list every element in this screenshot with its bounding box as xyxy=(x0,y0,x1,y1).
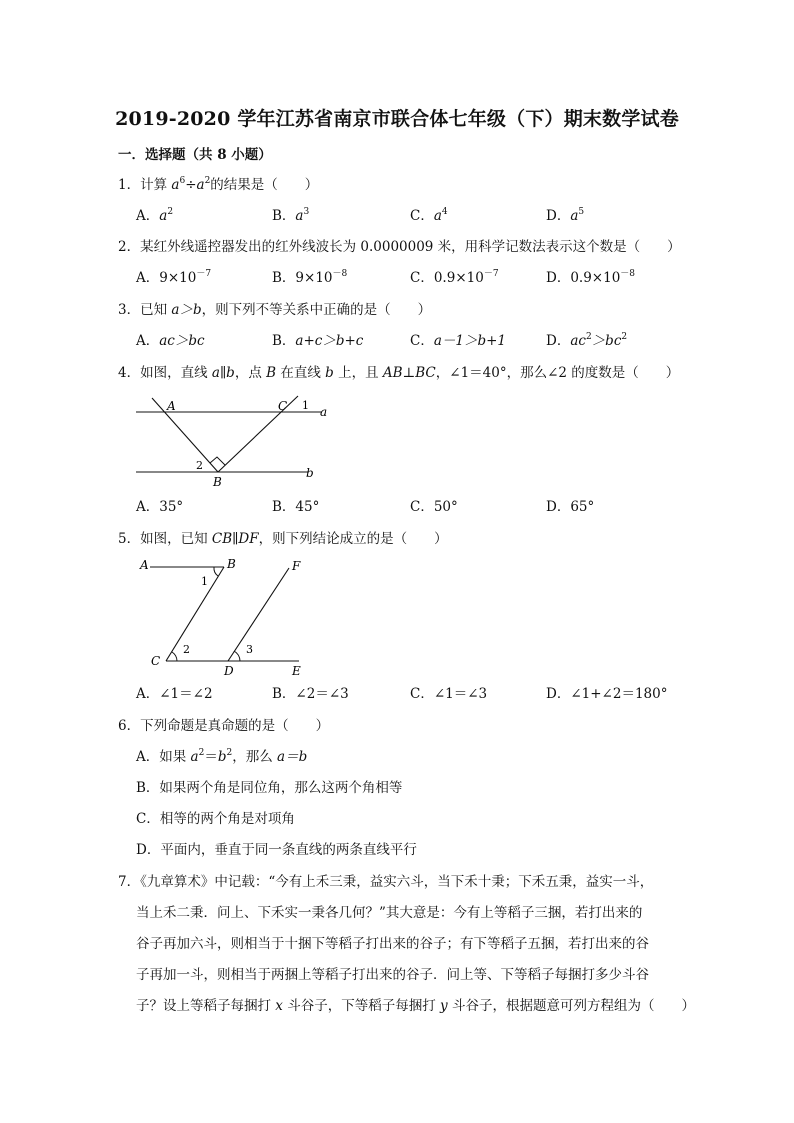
q5-option-b[interactable] xyxy=(272,685,349,703)
option-text: 45° xyxy=(295,499,320,515)
q4-point-b: B xyxy=(266,365,277,381)
q4-option-c[interactable] xyxy=(410,498,458,516)
q5-option-c[interactable] xyxy=(410,685,487,703)
q4-right-angle-mark xyxy=(210,457,225,465)
option-exp: －7 xyxy=(483,269,499,279)
option-label: C． xyxy=(410,270,434,286)
q4-stem-part: 4．如图，直线 xyxy=(118,365,212,381)
q5-label-e-point: E xyxy=(292,664,301,678)
option-mantissa: 0.9×10 xyxy=(433,270,484,286)
q4-label-c-point: C xyxy=(278,399,288,413)
q5-parallel: CB∥DF xyxy=(211,531,259,547)
option-equals: ＝ xyxy=(204,749,218,765)
q4-label-a-point: A xyxy=(167,399,176,413)
option-mantissa: 9×10 xyxy=(159,270,197,286)
question-7-line-5 xyxy=(136,997,695,1015)
option-text: ∠2＝∠3 xyxy=(295,686,349,702)
q4-stem-part: 上，且 xyxy=(333,365,383,381)
question-4-stem xyxy=(118,364,679,382)
q1-divide: ÷ xyxy=(185,177,197,193)
question-7-line-2: 当上禾二秉．问上、下禾实一秉各几何？”其大意是：今有上等稻子三捆，若打出来的 xyxy=(136,905,643,921)
page-title: 2019-2020 学年江苏省南京市联合体七年级（下）期末数学试卷 xyxy=(115,108,679,130)
q2-option-d[interactable] xyxy=(546,269,635,287)
q1-base-2: a xyxy=(196,177,205,193)
option-base: a xyxy=(295,208,304,224)
q5-angle-2-label: 2 xyxy=(183,643,190,656)
option-exp-2: 2 xyxy=(226,748,233,758)
q5-angle-3-arc xyxy=(234,651,240,661)
option-text: ∠1+∠2＝180° xyxy=(570,686,668,702)
option-label: B． xyxy=(272,208,296,224)
option-label: C． xyxy=(410,333,434,349)
option-exp-2: 2 xyxy=(621,332,628,342)
q5-segment-df xyxy=(228,568,289,661)
question-1-stem xyxy=(118,176,318,194)
q5-label-f-point: F xyxy=(292,559,301,573)
q4-option-b[interactable] xyxy=(272,498,319,516)
q6-option-d[interactable]: D．平面内，垂直于同一条直线的两条直线平行 xyxy=(136,842,417,858)
option-label: A． xyxy=(136,270,160,286)
option-exp: 2 xyxy=(167,207,174,217)
option-exp: 5 xyxy=(578,207,585,217)
option-text: 65° xyxy=(570,499,595,515)
q4-segment-ab xyxy=(152,398,218,472)
q4-angle-2-label: 2 xyxy=(196,459,203,472)
q4-parallel: a∥b xyxy=(211,365,235,381)
option-var-b: b xyxy=(217,749,227,765)
option-label: B． xyxy=(272,333,296,349)
q5-label-d-point: D xyxy=(224,664,234,678)
q7-var-x: x xyxy=(275,998,283,1014)
q4-stem-part: ，点 xyxy=(234,365,267,381)
q5-label-a-point: A xyxy=(140,558,149,572)
q5-angle-3-label: 3 xyxy=(246,643,253,656)
option-var-a: a xyxy=(190,749,199,765)
option-label: B． xyxy=(272,686,296,702)
q4-figure xyxy=(130,390,340,490)
option-label: A． xyxy=(136,686,160,702)
option-text: 35° xyxy=(159,499,184,515)
q4-angle-1-label: 1 xyxy=(302,399,309,412)
question-7-line-4: 子再加一斗，则相当于两捆上等稻子打出来的谷子．问上等、下等稻子每捆打多少斗谷 xyxy=(136,967,649,983)
q5-label-b-point: B xyxy=(227,557,236,571)
q5-angle-1-label: 1 xyxy=(201,575,208,588)
question-7-line-3: 谷子再加六斗，则相当于十捆下等稻子打出来的谷子；有下等稻子五捆，若打出来的谷 xyxy=(136,936,649,952)
q1-base-1: a xyxy=(171,177,180,193)
option-label: A． xyxy=(136,499,160,515)
option-label: A． xyxy=(136,333,160,349)
option-text: 50° xyxy=(433,499,458,515)
q1-stem-suffix: 的结果是（ ） xyxy=(210,177,319,193)
q2-option-c[interactable] xyxy=(410,269,499,287)
option-label: C． xyxy=(410,208,434,224)
q4-stem-part: 在直线 xyxy=(276,365,326,381)
option-mantissa: 9×10 xyxy=(295,270,333,286)
q4-option-a[interactable] xyxy=(136,498,183,516)
q1-option-c[interactable] xyxy=(410,207,448,225)
option-label: B． xyxy=(272,499,296,515)
q3-stem-suffix: ，则下列不等关系中正确的是（ ） xyxy=(201,302,432,318)
q4-line-b: b xyxy=(325,365,334,381)
q6-option-c[interactable]: C．相等的两个角是对项角 xyxy=(136,811,295,827)
option-result: a＝b xyxy=(277,749,308,765)
q1-exp-1: 6 xyxy=(179,176,186,186)
q5-option-d[interactable] xyxy=(546,685,667,703)
q5-stem-suffix: ，则下列结论成立的是（ ） xyxy=(258,531,448,547)
q7-text: 子？设上等稻子每捆打 xyxy=(136,998,276,1014)
option-exp-1: 2 xyxy=(198,748,205,758)
option-text: ∠1＝∠2 xyxy=(159,686,213,702)
question-5-stem xyxy=(118,530,448,548)
q5-stem-prefix: 5．如图，已知 xyxy=(118,531,212,547)
q2-option-a[interactable] xyxy=(136,269,211,287)
option-exp-1: 2 xyxy=(585,332,592,342)
q7-text: 斗谷子，根据题意可列方程组为（ ） xyxy=(447,998,695,1014)
option-exp: 4 xyxy=(441,207,448,217)
q3-stem-prefix: 3．已知 xyxy=(118,302,172,318)
option-text: a－1＞b+1 xyxy=(433,333,507,349)
option-exp: －7 xyxy=(196,269,212,279)
q5-segment-bc xyxy=(166,567,224,661)
q5-angle-2-arc xyxy=(172,652,177,661)
q4-perpendicular: AB⊥BC xyxy=(382,365,436,381)
option-label: D． xyxy=(546,208,571,224)
option-label: D． xyxy=(546,333,571,349)
q5-figure xyxy=(134,555,319,680)
q3-option-c[interactable] xyxy=(410,332,506,350)
q6-option-b[interactable]: B．如果两个角是同位角，那么这两个角相等 xyxy=(136,780,403,796)
option-exp: －8 xyxy=(620,269,636,279)
option-text: A．如果 xyxy=(136,749,191,765)
q1-exp-2: 2 xyxy=(204,176,211,186)
question-3-stem xyxy=(118,301,431,319)
option-base: a xyxy=(570,208,579,224)
option-mantissa: 0.9×10 xyxy=(570,270,621,286)
option-text-b: ＞bc xyxy=(591,333,622,349)
option-label: D． xyxy=(546,499,571,515)
option-text: ∠1＝∠3 xyxy=(433,686,488,702)
q3-option-a[interactable] xyxy=(136,332,205,350)
q4-label-line-b: b xyxy=(306,466,314,480)
q4-option-d[interactable] xyxy=(546,498,594,516)
option-label: D． xyxy=(546,270,571,286)
option-text: ac＞bc xyxy=(159,333,205,349)
q5-angle-1-arc xyxy=(214,567,218,576)
option-exp: 3 xyxy=(303,207,310,217)
option-text: a+c＞b+c xyxy=(295,333,364,349)
question-2-stem: 2．某红外线遥控器发出的红外线波长为 0.0000009 米，用科学记数法表示这个数是（ ） xyxy=(118,239,681,255)
q1-option-a[interactable] xyxy=(136,207,173,225)
q5-option-a[interactable] xyxy=(136,685,213,703)
q4-label-line-a: a xyxy=(320,405,328,419)
q3-condition: a＞b xyxy=(171,302,202,318)
q3-option-b[interactable] xyxy=(272,332,363,350)
q6-option-a[interactable] xyxy=(136,748,307,766)
option-label: B． xyxy=(272,270,296,286)
option-exp: －8 xyxy=(332,269,348,279)
option-label: C． xyxy=(410,499,434,515)
q4-label-b-point: B xyxy=(213,475,222,489)
option-text-a: ac xyxy=(570,333,586,349)
option-label: A． xyxy=(136,208,160,224)
section-heading: 一．选择题（共 8 小题） xyxy=(118,147,272,163)
q7-text: 斗谷子，下等稻子每捆打 xyxy=(282,998,441,1014)
q7-var-y: y xyxy=(440,998,448,1014)
q2-option-b[interactable] xyxy=(272,269,347,287)
question-7-line-1: 7．《九章算术》中记载：“今有上禾三秉，益实六斗，当下禾十秉；下禾五秉，益实一斗， xyxy=(118,874,654,890)
q3-option-d[interactable] xyxy=(546,332,627,350)
q1-option-d[interactable] xyxy=(546,207,584,225)
option-label: D． xyxy=(546,686,571,702)
option-label: C． xyxy=(410,686,434,702)
q5-label-c-point: C xyxy=(151,654,161,668)
q4-stem-part: ，∠1＝40°，那么∠2 的度数是（ ） xyxy=(435,365,680,381)
question-6-stem: 6．下列命题是真命题的是（ ） xyxy=(118,718,330,734)
option-base: a xyxy=(433,208,442,224)
q1-stem-prefix: 1．计算 xyxy=(118,177,172,193)
option-text: ，那么 xyxy=(232,749,278,765)
q1-option-b[interactable] xyxy=(272,207,309,225)
option-base: a xyxy=(159,208,168,224)
